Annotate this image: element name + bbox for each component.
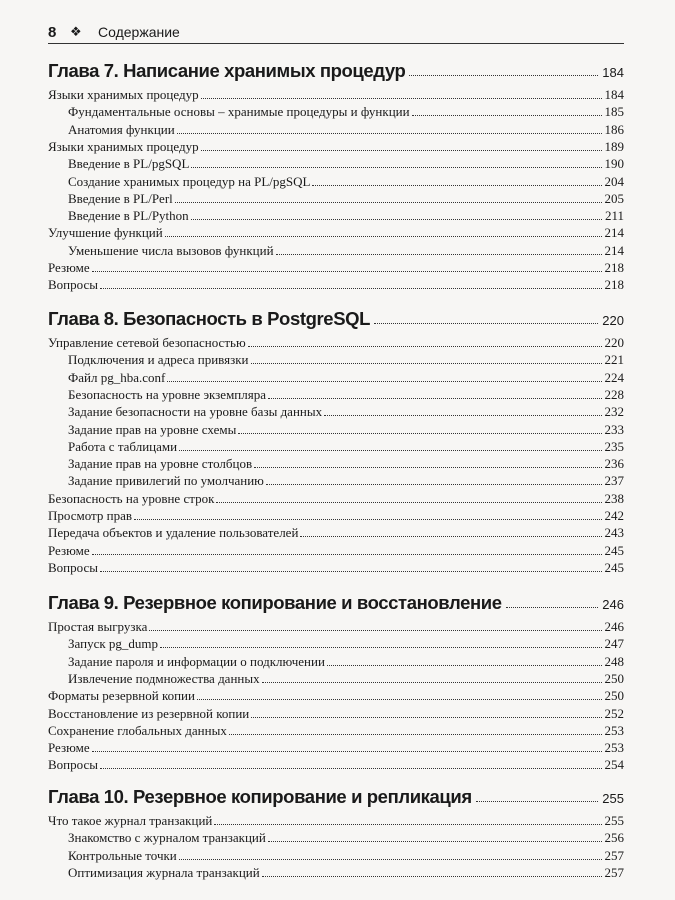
entry-title: Задание безопасности на уровне базы данных (68, 404, 323, 420)
toc-entry (48, 259, 624, 276)
toc-entry (68, 190, 624, 207)
dot-leader (214, 824, 601, 825)
entry-page: 245 (604, 559, 624, 575)
entry-page: 205 (604, 190, 624, 206)
toc-entry (68, 635, 624, 652)
dot-leader (92, 271, 602, 272)
entry-page: 186 (604, 121, 624, 137)
toc-entry (48, 334, 624, 351)
dot-leader (412, 115, 602, 116)
dot-leader (179, 450, 601, 451)
entry-title: Знакомство с журналом транзакций (68, 830, 266, 846)
dot-leader (262, 876, 602, 877)
entry-page: 190 (604, 156, 624, 172)
entry-page: 256 (604, 830, 624, 846)
entry-title: Уменьшение числа вызовов функций (68, 242, 274, 258)
entry-title: Вопросы (48, 277, 98, 293)
dot-leader (165, 236, 602, 237)
entry-title: Создание хранимых процедур на PL/pgSQL (68, 173, 311, 189)
dot-leader (100, 768, 602, 769)
entry-page: 250 (604, 688, 624, 704)
dot-leader (175, 202, 602, 203)
entry-title: Вопросы (48, 559, 98, 575)
dot-leader (374, 323, 598, 324)
entry-title: Контрольные точки (68, 847, 177, 863)
entry-page: 253 (604, 740, 624, 756)
entry-page: 218 (604, 277, 624, 293)
entry-title: Что такое журнал транзакций (48, 813, 213, 828)
dot-leader (92, 751, 602, 752)
entry-page: 243 (604, 525, 624, 541)
toc-entry (48, 756, 624, 773)
dot-leader (149, 630, 601, 631)
entry-title: Улучшение функций (48, 225, 163, 241)
toc-entry (68, 864, 624, 881)
toc-entry (48, 559, 624, 576)
entry-title: Просмотр прав (48, 508, 132, 523)
entry-page: 238 (604, 490, 624, 506)
toc-entry (68, 103, 624, 120)
chapter-title: Глава 8. Безопасность в PostgreSQL (48, 308, 371, 329)
dot-leader (268, 398, 601, 399)
toc-entry (68, 653, 624, 670)
entry-page: 247 (604, 636, 624, 652)
entry-title: Задание прав на уровне схемы (68, 421, 237, 437)
entry-page: 253 (604, 722, 624, 738)
entry-page: 204 (604, 173, 624, 189)
entry-page: 189 (604, 138, 624, 154)
dot-leader (248, 346, 602, 347)
entry-title: Файл pg_hba.conf (68, 369, 166, 385)
entry-title: Вопросы (48, 757, 98, 773)
chapter-page: 246 (602, 597, 624, 612)
entry-page: 211 (604, 208, 624, 224)
chapter-title: Глава 9. Резервное копирование и восстановление (48, 592, 502, 613)
chapter-heading (48, 592, 624, 614)
entry-title: Анатомия функции (68, 121, 175, 137)
entry-title: Управление сетевой безопасностью (48, 335, 246, 350)
chapter-page: 184 (602, 65, 624, 80)
toc-entry (48, 722, 624, 739)
entry-page: 220 (604, 335, 624, 350)
toc-entry (48, 739, 624, 756)
entry-page: 254 (604, 757, 624, 773)
dot-leader (216, 502, 601, 503)
dot-leader (191, 167, 601, 168)
dot-leader (100, 288, 602, 289)
toc-entry (48, 138, 624, 155)
toc-entry (48, 618, 624, 635)
entry-title: Языки хранимых процедур (48, 87, 199, 102)
toc-entry (68, 847, 624, 864)
toc-entry (68, 421, 624, 438)
entry-title: Сохранение глобальных данных (48, 722, 227, 738)
entry-title: Фундаментальные основы – хранимые процедуры и функции (68, 104, 410, 120)
entry-title: Резюме (48, 542, 90, 558)
entry-title: Языки хранимых процедур (48, 138, 199, 154)
toc-entry (68, 438, 624, 455)
entry-page: 233 (604, 421, 624, 437)
entry-page: 246 (604, 619, 624, 634)
entry-page: 252 (604, 705, 624, 721)
dot-leader (191, 219, 602, 220)
dot-leader (134, 519, 602, 520)
entry-title: Задание привилегий по умолчанию (68, 473, 264, 489)
toc-entry (68, 472, 624, 489)
entry-title: Передача объектов и удаление пользователей (48, 525, 299, 541)
dot-leader (476, 801, 599, 802)
page-number: 8 (48, 23, 57, 41)
entry-page: 255 (604, 813, 624, 828)
toc-entry (48, 524, 624, 541)
entry-title: Задание пароля и информации о подключении (68, 653, 325, 669)
toc-entry (48, 276, 624, 293)
entry-page: 228 (604, 386, 624, 402)
toc-entry (68, 242, 624, 259)
dot-leader (100, 571, 602, 572)
entry-page: 184 (604, 87, 624, 102)
entry-title: Введение в PL/pgSQL (68, 156, 190, 172)
entry-title: Оптимизация журнала транзакций (68, 864, 260, 880)
dot-leader (409, 75, 598, 76)
dot-leader (229, 734, 602, 735)
dot-leader (300, 536, 601, 537)
entry-page: 218 (604, 260, 624, 275)
entry-title: Форматы резервной копии (48, 688, 195, 704)
toc-entry (68, 155, 624, 172)
dot-leader (177, 133, 602, 134)
toc-entry (48, 507, 624, 524)
toc-entry (68, 403, 624, 420)
entry-title: Резюме (48, 740, 90, 756)
toc-entry (48, 687, 624, 704)
dot-leader (201, 150, 602, 151)
dot-leader (251, 363, 602, 364)
chapter-heading (48, 60, 624, 82)
dot-leader (266, 484, 602, 485)
toc-entry (68, 829, 624, 846)
entry-page: 232 (604, 404, 624, 420)
entry-page: 257 (604, 847, 624, 863)
toc-entry (48, 86, 624, 103)
entry-page: 185 (604, 104, 624, 120)
chapter-heading (48, 308, 624, 330)
dot-leader (324, 415, 601, 416)
running-head (48, 22, 624, 42)
entry-title: Восстановление из резервной копии (48, 705, 250, 721)
header-rule (48, 43, 624, 44)
toc-entry (68, 386, 624, 403)
entry-page: 250 (604, 670, 624, 686)
dot-leader (268, 841, 602, 842)
dot-leader (327, 665, 602, 666)
entry-title: Введение в PL/Perl (68, 190, 173, 206)
toc-entry (48, 812, 624, 829)
dot-leader (160, 647, 601, 648)
entry-page: 214 (604, 225, 624, 241)
dot-leader (92, 554, 602, 555)
dot-leader (254, 467, 601, 468)
dot-leader (506, 607, 599, 608)
toc-entry (68, 369, 624, 386)
running-head-title: Содержание (98, 24, 180, 40)
toc-entry (48, 705, 624, 722)
dot-leader (179, 859, 602, 860)
entry-page: 235 (604, 438, 624, 454)
entry-page: 248 (604, 653, 624, 669)
entry-title: Введение в PL/Python (68, 208, 189, 224)
toc-entry (68, 121, 624, 138)
toc-entry (48, 224, 624, 241)
dot-leader (238, 433, 601, 434)
entry-title: Запуск pg_dump (68, 636, 159, 652)
entry-page: 242 (604, 508, 624, 523)
entry-page: 245 (604, 542, 624, 558)
dot-leader (167, 381, 601, 382)
toc-entry (68, 207, 624, 224)
entry-title: Задание прав на уровне столбцов (68, 456, 253, 472)
dot-leader (251, 717, 601, 718)
dot-leader (201, 98, 602, 99)
entry-title: Подключения и адреса привязки (68, 352, 249, 368)
toc-entry (68, 173, 624, 190)
chapter-title: Глава 7. Написание хранимых процедур (48, 60, 406, 81)
entry-title: Безопасность на уровне строк (48, 490, 215, 506)
entry-page: 257 (604, 864, 624, 880)
entry-title: Резюме (48, 260, 90, 275)
entry-page: 221 (604, 352, 624, 368)
dot-leader (276, 254, 602, 255)
chapter-title: Глава 10. Резервное копирование и репликация (48, 786, 472, 807)
toc-entry (68, 455, 624, 472)
entry-page: 236 (604, 456, 624, 472)
toc-entry (48, 542, 624, 559)
ornament-icon: ❖ (70, 24, 82, 39)
entry-page: 237 (604, 473, 624, 489)
toc-entry (48, 490, 624, 507)
chapter-page: 255 (602, 791, 624, 806)
entry-title: Безопасность на уровне экземпляра (68, 386, 267, 402)
entry-page: 224 (604, 369, 624, 385)
chapter-heading (48, 786, 624, 808)
chapter-page: 220 (602, 313, 624, 328)
dot-leader (197, 699, 602, 700)
entry-title: Работа с таблицами (68, 438, 178, 454)
entry-title: Простая выгрузка (48, 619, 148, 634)
entry-title: Извлечение подмножества данных (68, 670, 260, 686)
toc-entry (68, 670, 624, 687)
dot-leader (262, 682, 602, 683)
entry-page: 214 (604, 242, 624, 258)
dot-leader (312, 185, 601, 186)
toc-entry (68, 351, 624, 368)
